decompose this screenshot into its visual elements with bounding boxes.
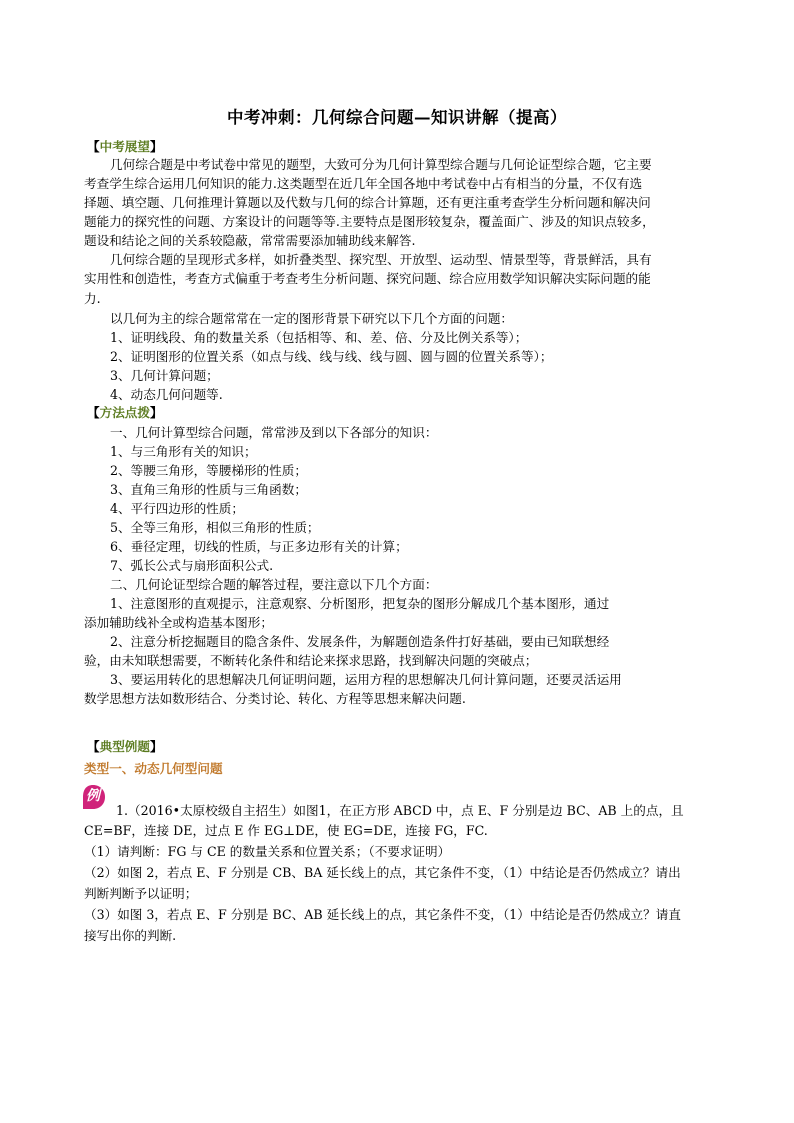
methods-list-item: 6、垂径定理，切线的性质，与正多边形有关的计算； — [110, 539, 408, 554]
methods-list-item-continued: 添加辅助线补全或构造基本图形； — [84, 615, 273, 630]
example-badge-label: 例 — [86, 788, 100, 804]
outlook-paragraph-line: 力. — [84, 291, 101, 306]
problem-line: 1.（2016•太原校级自主招生）如图1，在正方形 ABCD 中，点 E、F 分别是边 BC、AB 上的点，且 — [116, 803, 684, 818]
type-heading: 类型一、动态几何型问题 — [84, 761, 223, 776]
methods-list-item: 3、要运用转化的思想解决几何证明问题，运用方程的思想解决几何计算问题，还要灵活运用 — [110, 672, 622, 687]
methods-list-item: 3、直角三角形的性质与三角函数； — [110, 482, 307, 497]
outlook-paragraph-line: 题设和结论之间的关系较隐蔽，常常需要添加辅助线来解答. — [84, 233, 416, 248]
outlook-paragraph-line: 考查学生综合运用几何知识的能力.这类题型在近几年全国各地中考试卷中占有相当的分量，不仅有选 — [84, 176, 643, 191]
outlook-paragraph-line: 几何综合题是中考试卷中常见的题型，大致可分为几何计算型综合题与几何论证型综合题，它主要 — [110, 157, 652, 172]
methods-list-item: 4、平行四边形的性质； — [110, 501, 244, 516]
example-badge — [80, 784, 106, 810]
problem-line: （1）请判断：FG 与 CE 的数量关系和位置关系；（不要求证明） — [84, 844, 451, 859]
section-heading-methods-text: 【方法点拨】 — [87, 405, 163, 420]
methods-line: 一、几何计算型综合问题，常常涉及到以下各部分的知识： — [110, 425, 438, 440]
section-heading-outlook-text: 【中考展望】 — [87, 139, 163, 154]
methods-list-item: 2、等腰三角形，等腰梯形的性质； — [110, 463, 307, 478]
methods-list-item-continued: 验，由未知联想需要，不断转化条件和结论来探求思路，找到解决问题的突破点； — [84, 653, 538, 668]
problem-line: （3）如图 3，若点 E、F 分别是 BC、AB 延长线上的点，其它条件不变，（1）中结论是否仍然成立？请直 — [84, 907, 681, 922]
methods-list-item: 2、注意分析挖掘题目的隐含条件、发展条件，为解题创造条件打好基础，要由已知联想经 — [110, 634, 610, 649]
methods-list-item: 5、全等三角形，相似三角形的性质； — [110, 520, 320, 535]
outlook-paragraph-line: 以几何为主的综合题常常在一定的图形背景下研究以下几个方面的问题： — [110, 311, 513, 326]
problem-line: 判断判断予以证明； — [84, 886, 198, 901]
problem-line: CE=BF，连接 DE，过点 E 作 EG⊥DE，使 EG=DE，连接 FG，FC. — [84, 823, 488, 838]
outlook-list-item: 4、动态几何问题等. — [110, 387, 223, 402]
section-heading-examples — [87, 738, 163, 756]
methods-list-item-continued: 数学思想方法如数形结合、分类讨论、转化、方程等思想来解决问题. — [84, 691, 466, 706]
section-heading-examples-text: 【典型例题】 — [87, 739, 163, 754]
problem-line: （2）如图 2，若点 E、F 分别是 CB、BA 延长线上的点，其它条件不变，（1）中结论是否仍然成立？请出 — [84, 865, 681, 880]
outlook-paragraph-line: 择题、填空题、几何推理计算题以及代数与几何的综合计算题，还有更注重考查学生分析问题和解决问 — [84, 195, 651, 210]
outlook-paragraph-line: 题能力的探究性的问题、方案设计的问题等等.主要特点是图形较复杂，覆盖面广、涉及的知识点较多， — [84, 214, 655, 229]
outlook-list-item: 1、证明线段、角的数量关系（包括相等、和、差、倍、分及比例关系等）； — [110, 330, 528, 345]
methods-line: 二、几何论证型综合题的解答过程，要注意以下几个方面： — [110, 577, 438, 592]
outlook-paragraph-line: 几何综合题的呈现形式多样，如折叠类型、探究型、开放型、运动型、情景型等，背景鲜活，具有 — [110, 252, 652, 267]
page-title: 中考冲刺：几何综合问题—知识讲解（提高） — [227, 108, 567, 127]
section-heading-methods — [87, 404, 163, 422]
methods-list-item: 7、弧长公式与扇形面积公式. — [110, 558, 274, 573]
outlook-paragraph-line: 实用性和创造性，考查方式偏重于考查考生分析问题、探究问题、综合应用数学知识解决实际问题的能 — [84, 271, 651, 286]
section-heading-outlook — [87, 138, 163, 156]
problem-line: 接写出你的判断. — [84, 928, 177, 943]
methods-list-item: 1、与三角形有关的知识； — [110, 444, 257, 459]
methods-list-item: 1、注意图形的直观提示，注意观察、分析图形，把复杂的图形分解成几个基本图形，通过 — [110, 596, 610, 611]
outlook-list-item: 2、证明图形的位置关系（如点与线、线与线、线与圆、圆与圆的位置关系等）； — [110, 349, 553, 364]
outlook-list-item: 3、几何计算问题； — [110, 368, 219, 383]
